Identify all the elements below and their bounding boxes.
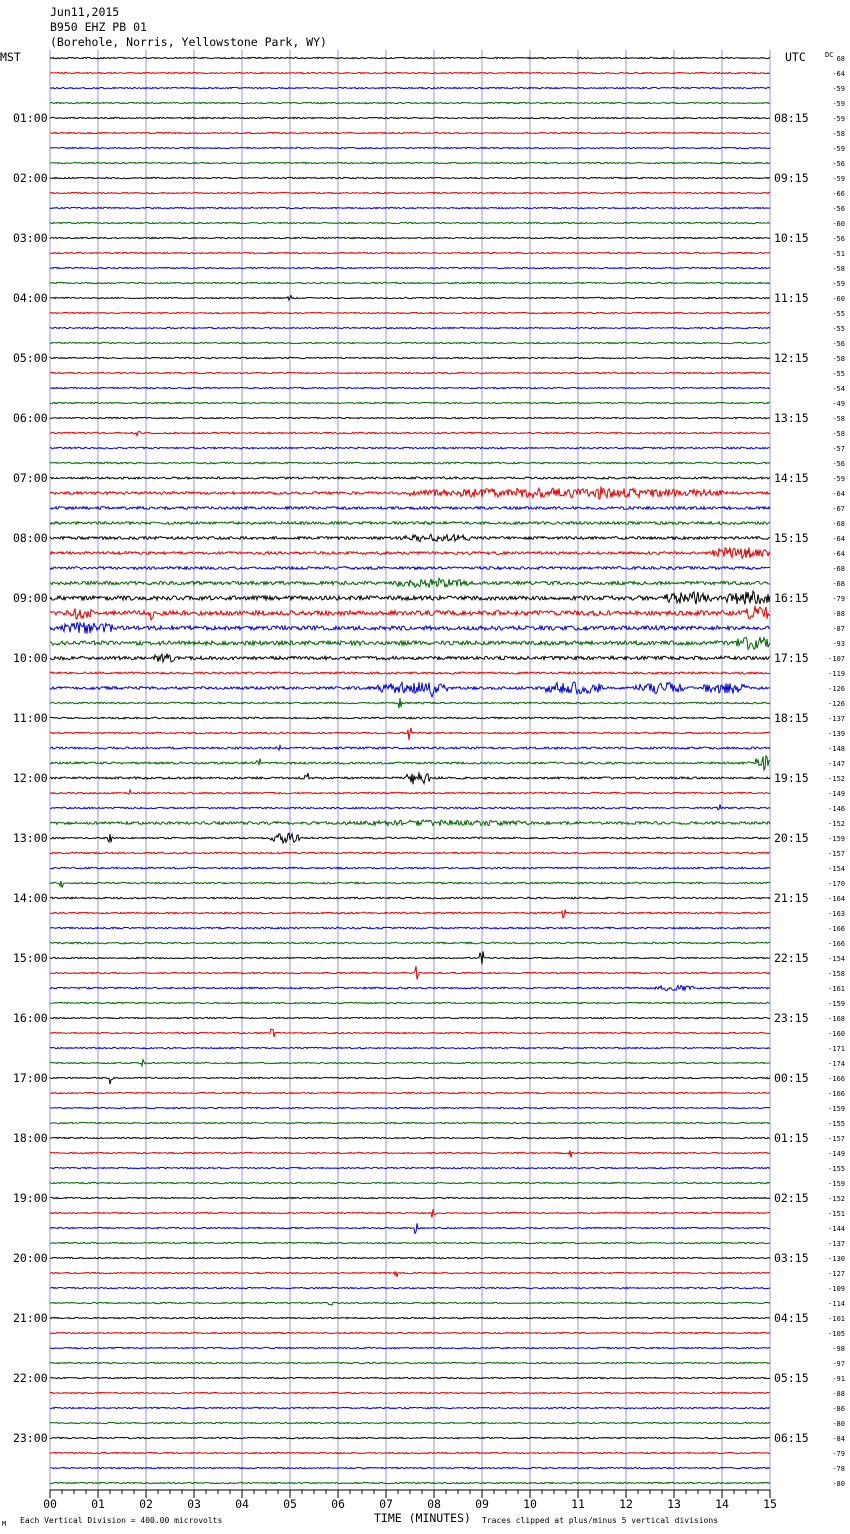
hour-label-mst: 11:00 bbox=[13, 711, 48, 725]
x-tick-label: 01 bbox=[91, 1497, 105, 1511]
dc-offset-value: -56 bbox=[832, 460, 845, 468]
dc-offset-value: -157 bbox=[828, 1135, 845, 1143]
trace-26 bbox=[50, 447, 770, 449]
trace-75 bbox=[50, 1182, 770, 1183]
trace-60 bbox=[50, 951, 770, 964]
trace-36 bbox=[50, 591, 770, 604]
hour-label-mst: 09:00 bbox=[13, 591, 48, 605]
dc-offset-value: -88 bbox=[832, 1390, 845, 1398]
x-tick-label: 04 bbox=[235, 1497, 249, 1511]
left-timezone-label: MST bbox=[0, 50, 21, 64]
hour-label-utc: 22:15 bbox=[774, 951, 809, 965]
dc-offset-value: -64 bbox=[832, 550, 845, 558]
dc-offset-value: -159 bbox=[828, 1000, 845, 1008]
scale-mark: M bbox=[2, 1520, 7, 1528]
trace-52 bbox=[50, 833, 770, 843]
trace-79 bbox=[50, 1242, 770, 1243]
trace-72 bbox=[50, 1137, 770, 1138]
trace-61 bbox=[50, 966, 770, 979]
hour-label-utc: 12:15 bbox=[774, 351, 809, 365]
hour-label-mst: 12:00 bbox=[13, 771, 48, 785]
trace-14 bbox=[50, 267, 770, 268]
hour-label-utc: 18:15 bbox=[774, 711, 809, 725]
dc-offset-value: -160 bbox=[828, 1030, 845, 1038]
trace-77 bbox=[50, 1209, 770, 1217]
trace-59 bbox=[50, 942, 770, 944]
dc-offset-value: -168 bbox=[828, 1015, 845, 1023]
trace-25 bbox=[50, 431, 770, 436]
dc-offset-value: -149 bbox=[828, 790, 845, 798]
trace-78 bbox=[50, 1223, 770, 1233]
trace-91 bbox=[50, 1422, 770, 1423]
dc-offset-value: -56 bbox=[832, 340, 845, 348]
trace-57 bbox=[50, 910, 770, 918]
hour-label-mst: 22:00 bbox=[13, 1371, 48, 1385]
header-location: (Borehole, Norris, Yellowstone Park, WY) bbox=[50, 35, 327, 49]
hour-label-mst: 08:00 bbox=[13, 531, 48, 545]
dc-offset-value: -78 bbox=[832, 1465, 845, 1473]
dc-offset-value: -80 bbox=[832, 1480, 845, 1488]
dc-offset-value: -107 bbox=[828, 655, 845, 663]
dc-offset-value: -127 bbox=[828, 1270, 845, 1278]
dc-offset-value: -161 bbox=[828, 985, 845, 993]
x-tick-label: 12 bbox=[619, 1497, 633, 1511]
trace-81 bbox=[50, 1271, 770, 1277]
trace-87 bbox=[50, 1362, 770, 1363]
trace-43 bbox=[50, 698, 770, 708]
dc-offset-value: -152 bbox=[828, 775, 845, 783]
dc-offset-value: -139 bbox=[828, 730, 845, 738]
hour-label-mst: 15:00 bbox=[13, 951, 48, 965]
trace-1 bbox=[50, 72, 770, 73]
dc-offset-value: -166 bbox=[828, 925, 845, 933]
dc-offset-value: -51 bbox=[832, 250, 845, 258]
trace-58 bbox=[50, 927, 770, 929]
dc-offset-value: -58 bbox=[832, 265, 845, 273]
hour-label-utc: 04:15 bbox=[774, 1311, 809, 1325]
hour-label-utc: 23:15 bbox=[774, 1011, 809, 1025]
dc-offset-value: -137 bbox=[828, 715, 845, 723]
dc-offset-value: -59 bbox=[832, 475, 845, 483]
trace-69 bbox=[50, 1092, 770, 1093]
right-timezone-label: UTC bbox=[785, 50, 806, 64]
trace-13 bbox=[50, 252, 770, 253]
dc-offset-value: -174 bbox=[828, 1060, 845, 1068]
hour-label-utc: 03:15 bbox=[774, 1251, 809, 1265]
hour-label-utc: 00:15 bbox=[774, 1071, 809, 1085]
x-tick-label: 15 bbox=[763, 1497, 777, 1511]
hour-label-utc: 06:15 bbox=[774, 1431, 809, 1445]
trace-6 bbox=[50, 147, 770, 148]
dc-offset-value: -59 bbox=[832, 175, 845, 183]
dc-offset-value: -79 bbox=[832, 1450, 845, 1458]
trace-4 bbox=[50, 117, 770, 118]
trace-0 bbox=[50, 57, 770, 58]
trace-73 bbox=[50, 1150, 770, 1157]
dc-offset-value: -154 bbox=[828, 955, 845, 963]
dc-offset-value: -56 bbox=[832, 160, 845, 168]
dc-offset-value: -144 bbox=[828, 1225, 845, 1233]
dc-offset-value: -151 bbox=[828, 1210, 845, 1218]
dc-offset-value: -166 bbox=[828, 1090, 845, 1098]
trace-95 bbox=[50, 1482, 770, 1483]
dc-offset-value: -64 bbox=[832, 70, 845, 78]
dc-offset-value: -68 bbox=[832, 565, 845, 573]
dc-offset-value: 68 bbox=[836, 55, 845, 63]
dc-offset-value: -163 bbox=[828, 910, 845, 918]
hour-label-mst: 01:00 bbox=[13, 111, 48, 125]
dc-offset-value: -58 bbox=[832, 355, 845, 363]
hour-label-utc: 14:15 bbox=[774, 471, 809, 485]
dc-offset-value: -58 bbox=[832, 430, 845, 438]
trace-40 bbox=[50, 654, 770, 662]
hour-label-mst: 02:00 bbox=[13, 171, 48, 185]
trace-56 bbox=[50, 897, 770, 899]
x-tick-label: 03 bbox=[187, 1497, 201, 1511]
trace-22 bbox=[50, 387, 770, 388]
hour-label-mst: 19:00 bbox=[13, 1191, 48, 1205]
trace-84 bbox=[50, 1317, 770, 1318]
dc-offset-value: -149 bbox=[828, 1150, 845, 1158]
dc-offset-value: -166 bbox=[828, 940, 845, 948]
hour-label-utc: 10:15 bbox=[774, 231, 809, 245]
trace-24 bbox=[50, 417, 770, 418]
dc-offset-value: -87 bbox=[832, 625, 845, 633]
dc-offset-value: -59 bbox=[832, 85, 845, 93]
hour-label-mst: 07:00 bbox=[13, 471, 48, 485]
x-tick-label: 02 bbox=[139, 1497, 153, 1511]
x-axis bbox=[43, 1490, 777, 1511]
trace-30 bbox=[50, 507, 770, 510]
trace-46 bbox=[50, 746, 770, 751]
dc-offset-value: -158 bbox=[828, 970, 845, 978]
x-axis-label: TIME (MINUTES) bbox=[374, 1511, 471, 1525]
trace-42 bbox=[50, 682, 770, 697]
seismic-traces bbox=[50, 57, 770, 1483]
trace-12 bbox=[50, 237, 770, 238]
dc-offset-value: -91 bbox=[832, 1375, 845, 1383]
hour-label-mst: 03:00 bbox=[13, 231, 48, 245]
dc-offset-value: -126 bbox=[828, 685, 845, 693]
hour-label-utc: 21:15 bbox=[774, 891, 809, 905]
trace-49 bbox=[50, 790, 770, 794]
dc-offset-value: -66 bbox=[832, 190, 845, 198]
trace-16 bbox=[50, 296, 770, 300]
dc-offset-value: -55 bbox=[832, 370, 845, 378]
vertical-division-note: Each Vertical Division = 400.00 microvolts bbox=[20, 1516, 223, 1525]
dc-offset-value: -171 bbox=[828, 1045, 845, 1053]
trace-94 bbox=[50, 1467, 770, 1468]
trace-15 bbox=[50, 282, 770, 283]
hour-label-mst: 13:00 bbox=[13, 831, 48, 845]
trace-65 bbox=[50, 1029, 770, 1037]
dc-offset-value: -56 bbox=[832, 235, 845, 243]
clip-note: Traces clipped at plus/minus 5 vertical divisions bbox=[482, 1516, 719, 1525]
trace-41 bbox=[50, 672, 770, 674]
trace-67 bbox=[50, 1060, 770, 1066]
trace-80 bbox=[50, 1257, 770, 1258]
dc-offset-value: -58 bbox=[832, 415, 845, 423]
x-tick-label: 11 bbox=[571, 1497, 585, 1511]
dc-offset-value: -159 bbox=[828, 1180, 845, 1188]
hour-label-mst: 06:00 bbox=[13, 411, 48, 425]
hour-label-mst: 17:00 bbox=[13, 1071, 48, 1085]
hour-label-utc: 19:15 bbox=[774, 771, 809, 785]
trace-34 bbox=[50, 567, 770, 570]
trace-7 bbox=[50, 162, 770, 163]
hour-label-mst: 16:00 bbox=[13, 1011, 48, 1025]
hour-label-utc: 20:15 bbox=[774, 831, 809, 845]
trace-66 bbox=[50, 1047, 770, 1048]
hour-label-utc: 05:15 bbox=[774, 1371, 809, 1385]
dc-offset-value: -97 bbox=[832, 1360, 845, 1368]
trace-92 bbox=[50, 1437, 770, 1438]
hour-label-utc: 11:15 bbox=[774, 291, 809, 305]
dc-offset-value: -155 bbox=[828, 1120, 845, 1128]
dc-offset-value: -86 bbox=[832, 1405, 845, 1413]
trace-8 bbox=[50, 177, 770, 178]
hour-label-mst: 18:00 bbox=[13, 1131, 48, 1145]
trace-90 bbox=[50, 1407, 770, 1408]
hour-label-mst: 05:00 bbox=[13, 351, 48, 365]
dc-offset-value: -148 bbox=[828, 745, 845, 753]
x-tick-label: 09 bbox=[475, 1497, 489, 1511]
dc-offset-value: -64 bbox=[832, 490, 845, 498]
dc-offset-value: -146 bbox=[828, 805, 845, 813]
dc-offset-value: -159 bbox=[828, 1105, 845, 1113]
trace-88 bbox=[50, 1377, 770, 1378]
dc-offset-value: -68 bbox=[832, 520, 845, 528]
dc-offset-value: -157 bbox=[828, 850, 845, 858]
hour-label-utc: 15:15 bbox=[774, 531, 809, 545]
hour-label-mst: 21:00 bbox=[13, 1311, 48, 1325]
dc-offset-value: -60 bbox=[832, 220, 845, 228]
dc-offset-value: -88 bbox=[832, 610, 845, 618]
trace-23 bbox=[50, 402, 770, 403]
dc-offset-value: -137 bbox=[828, 1240, 845, 1248]
trace-5 bbox=[50, 132, 770, 133]
trace-39 bbox=[50, 637, 770, 649]
hour-label-mst: 10:00 bbox=[13, 651, 48, 665]
dc-offset-value: -126 bbox=[828, 700, 845, 708]
trace-27 bbox=[50, 462, 770, 464]
dc-offset-value: -57 bbox=[832, 445, 845, 453]
x-tick-label: 08 bbox=[427, 1497, 441, 1511]
dc-offset-value: -68 bbox=[832, 580, 845, 588]
trace-50 bbox=[50, 804, 770, 809]
dc-offset-value: -170 bbox=[828, 880, 845, 888]
hour-label-utc: 17:15 bbox=[774, 651, 809, 665]
trace-68 bbox=[50, 1077, 770, 1084]
trace-62 bbox=[50, 985, 770, 990]
dc-offset-value: -152 bbox=[828, 1195, 845, 1203]
dc-offset-value: -84 bbox=[832, 1435, 845, 1443]
dc-offset-value: -114 bbox=[828, 1300, 845, 1308]
hour-label-mst: 04:00 bbox=[13, 291, 48, 305]
dc-offset-value: -56 bbox=[832, 205, 845, 213]
trace-47 bbox=[50, 756, 770, 770]
trace-29 bbox=[50, 486, 770, 499]
x-tick-label: 14 bbox=[715, 1497, 729, 1511]
trace-9 bbox=[50, 192, 770, 193]
hour-label-utc: 08:15 bbox=[774, 111, 809, 125]
dc-offset-value: -109 bbox=[828, 1285, 845, 1293]
dc-offset-value: -105 bbox=[828, 1330, 845, 1338]
x-tick-label: 07 bbox=[379, 1497, 393, 1511]
trace-21 bbox=[50, 372, 770, 373]
trace-55 bbox=[50, 881, 770, 888]
dc-offset-value: -154 bbox=[828, 865, 845, 873]
trace-51 bbox=[50, 820, 770, 826]
hour-label-utc: 09:15 bbox=[774, 171, 809, 185]
trace-85 bbox=[50, 1332, 770, 1333]
trace-37 bbox=[50, 606, 770, 620]
trace-19 bbox=[50, 342, 770, 343]
x-tick-label: 05 bbox=[283, 1497, 297, 1511]
dc-offset-value: -55 bbox=[832, 325, 845, 333]
trace-76 bbox=[50, 1197, 770, 1198]
dc-offset-value: -80 bbox=[832, 1420, 845, 1428]
trace-74 bbox=[50, 1167, 770, 1168]
dc-offset-value: -64 bbox=[832, 535, 845, 543]
dc-offset-value: -49 bbox=[832, 400, 845, 408]
dc-offset-value: -147 bbox=[828, 760, 845, 768]
trace-17 bbox=[50, 312, 770, 313]
trace-70 bbox=[50, 1107, 770, 1108]
dc-offset-header: DC bbox=[825, 51, 834, 59]
trace-44 bbox=[50, 717, 770, 719]
trace-31 bbox=[50, 522, 770, 525]
header-station: B950 EHZ PB 01 bbox=[50, 20, 147, 34]
x-tick-label: 13 bbox=[667, 1497, 681, 1511]
dc-offset-value: -159 bbox=[828, 835, 845, 843]
dc-offset-value: -119 bbox=[828, 670, 845, 678]
dc-offset-value: -60 bbox=[832, 295, 845, 303]
trace-54 bbox=[50, 867, 770, 869]
trace-45 bbox=[50, 728, 770, 740]
trace-32 bbox=[50, 534, 770, 541]
trace-83 bbox=[50, 1302, 770, 1305]
trace-64 bbox=[50, 1017, 770, 1018]
dc-offset-value: -166 bbox=[828, 1075, 845, 1083]
dc-offset-value: -67 bbox=[832, 505, 845, 513]
trace-71 bbox=[50, 1122, 770, 1123]
hour-label-utc: 16:15 bbox=[774, 591, 809, 605]
trace-38 bbox=[50, 622, 770, 633]
x-tick-label: 00 bbox=[43, 1497, 57, 1511]
dc-offset-value: -152 bbox=[828, 820, 845, 828]
trace-63 bbox=[50, 1002, 770, 1003]
trace-3 bbox=[50, 102, 770, 103]
dc-offset-value: -130 bbox=[828, 1255, 845, 1263]
trace-93 bbox=[50, 1452, 770, 1453]
trace-2 bbox=[50, 87, 770, 88]
dc-offset-value: -79 bbox=[832, 595, 845, 603]
dc-offset-value: -59 bbox=[832, 100, 845, 108]
dc-offset-value: -164 bbox=[828, 895, 845, 903]
dc-offset-value: -59 bbox=[832, 115, 845, 123]
trace-11 bbox=[50, 222, 770, 223]
trace-35 bbox=[50, 578, 770, 587]
trace-18 bbox=[50, 327, 770, 328]
dc-offset-labels bbox=[828, 55, 845, 1488]
trace-89 bbox=[50, 1392, 770, 1393]
header-date: Jun11,2015 bbox=[50, 5, 120, 19]
hour-label-utc: 01:15 bbox=[774, 1131, 809, 1145]
hour-label-mst: 14:00 bbox=[13, 891, 48, 905]
trace-28 bbox=[50, 477, 770, 479]
trace-10 bbox=[50, 207, 770, 208]
dc-offset-value: -93 bbox=[832, 640, 845, 648]
trace-86 bbox=[50, 1347, 770, 1348]
hour-label-mst: 23:00 bbox=[13, 1431, 48, 1445]
trace-82 bbox=[50, 1287, 770, 1288]
dc-offset-value: -54 bbox=[832, 385, 845, 393]
x-tick-label: 10 bbox=[523, 1497, 537, 1511]
hour-label-utc: 02:15 bbox=[774, 1191, 809, 1205]
dc-offset-value: -55 bbox=[832, 310, 845, 318]
hour-label-mst: 20:00 bbox=[13, 1251, 48, 1265]
trace-33 bbox=[50, 547, 770, 558]
dc-offset-value: -58 bbox=[832, 130, 845, 138]
x-tick-label: 06 bbox=[331, 1497, 345, 1511]
dc-offset-value: -59 bbox=[832, 280, 845, 288]
trace-53 bbox=[50, 852, 770, 854]
dc-offset-value: -98 bbox=[832, 1345, 845, 1353]
dc-offset-value: -101 bbox=[828, 1315, 845, 1323]
hour-label-utc: 13:15 bbox=[774, 411, 809, 425]
trace-20 bbox=[50, 357, 770, 358]
trace-48 bbox=[50, 772, 770, 784]
dc-offset-value: -59 bbox=[832, 145, 845, 153]
dc-offset-value: -155 bbox=[828, 1165, 845, 1173]
